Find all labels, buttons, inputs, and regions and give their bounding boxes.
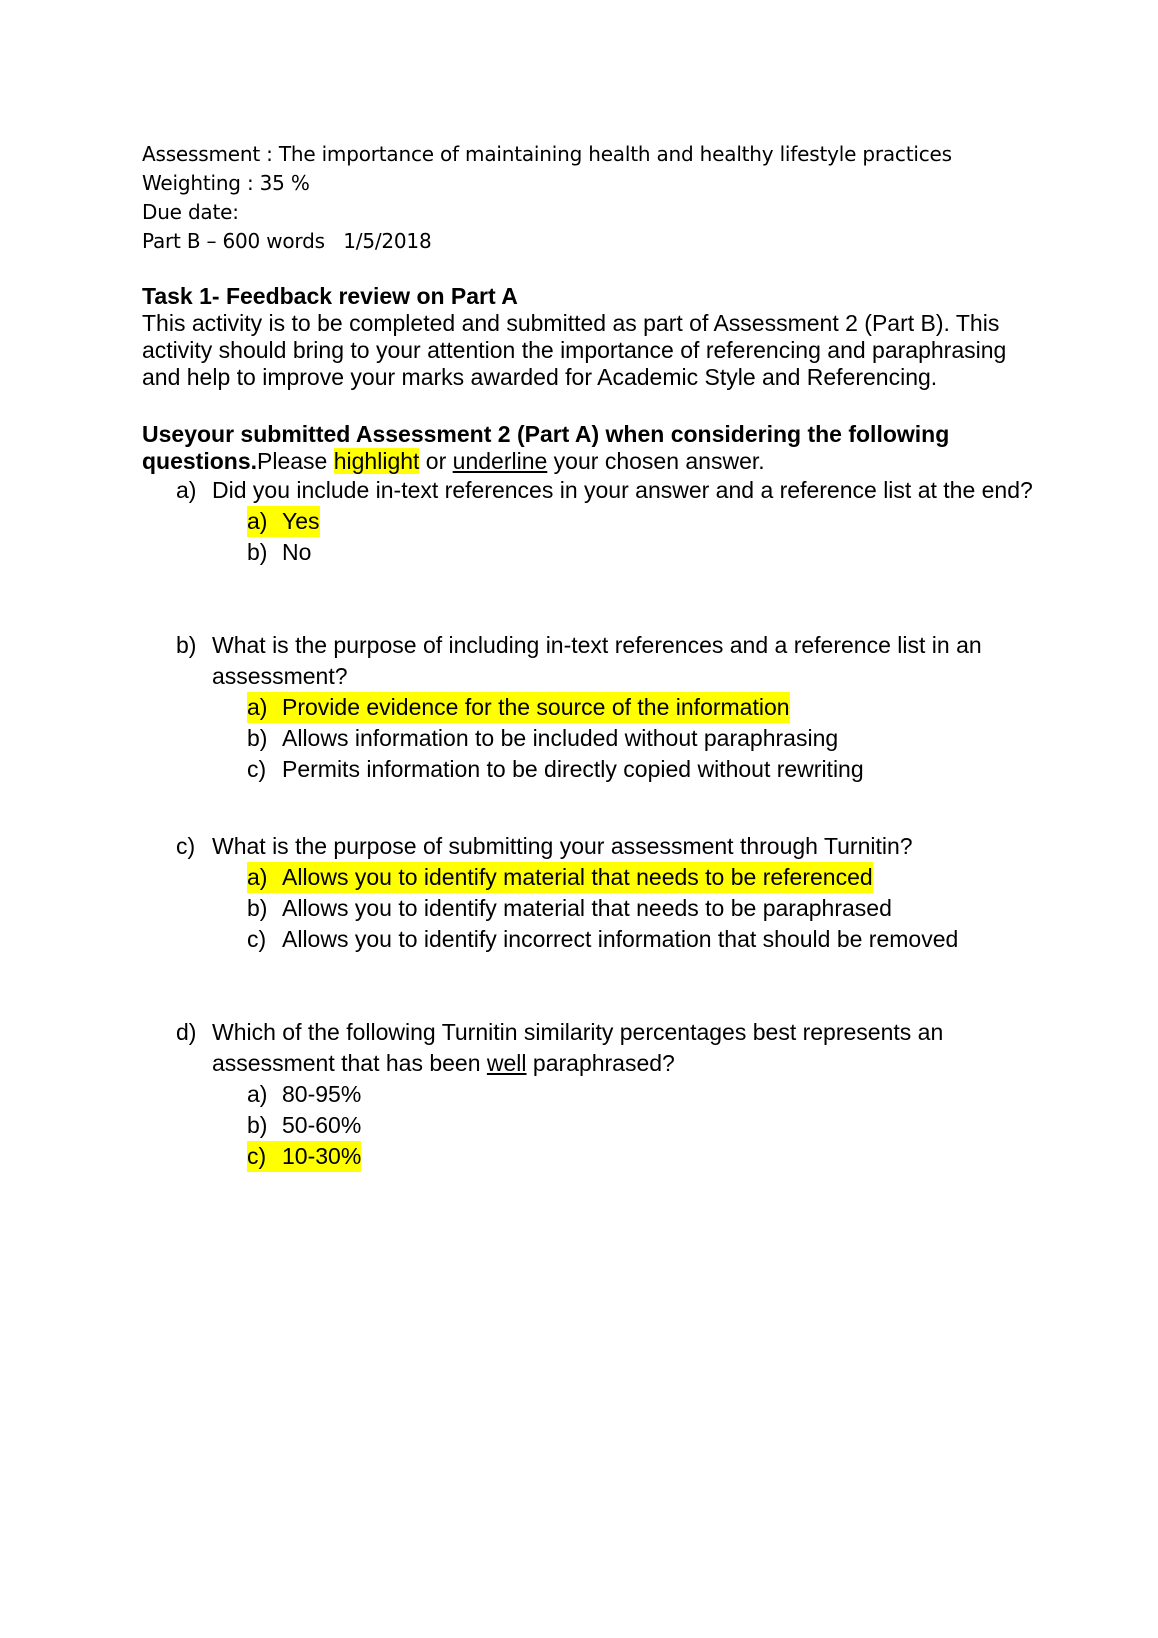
option-b[interactable] [247, 537, 1036, 568]
option-a[interactable] [247, 692, 1036, 723]
option-highlight [247, 1141, 361, 1172]
question-c [176, 831, 1036, 955]
instruction-paragraph [142, 421, 1042, 475]
option-text: Yes [282, 508, 320, 534]
question-b [176, 630, 1036, 785]
option-b[interactable] [247, 723, 1036, 754]
question-marker: a) [176, 477, 197, 503]
option-text: Allows you to identify material that needs to be referenced [282, 864, 873, 890]
option-list [247, 862, 1036, 955]
option-marker: b) [247, 725, 268, 751]
option-text: 80-95% [282, 1081, 362, 1107]
option-text: Allows you to identify material that needs to be paraphrased [282, 895, 892, 921]
part-b-info: Part B – 600 words 1/5/2018 [142, 229, 432, 253]
task-heading: Task 1- Feedback review on Part A [142, 283, 518, 309]
option-a[interactable] [247, 1079, 1036, 1110]
instruction-bold: Useyour submitted Assessment 2 (Part A) when considering the following questions. [142, 421, 950, 474]
option-text: 50-60% [282, 1112, 362, 1138]
question-text-end: paraphrased? [526, 1050, 675, 1076]
underlined-word: well [486, 1050, 527, 1076]
option-text: Provide evidence for the source of the information [282, 694, 790, 720]
assessment-title: Assessment : The importance of maintaining health and healthy lifestyle practices [142, 142, 952, 166]
question-text [212, 1017, 1036, 1079]
option-marker: b) [247, 539, 268, 565]
question-marker: c) [176, 833, 196, 859]
instruction-or: or [419, 448, 453, 474]
option-marker: c) [247, 756, 267, 782]
option-highlight [247, 862, 873, 893]
due-date: Due date: [142, 200, 239, 224]
option-text: Allows information to be included without paraphrasing [282, 725, 839, 751]
question-text-start: Which of the following Turnitin similarity percentages best represents an assessment that has been [212, 1019, 944, 1076]
question-marker: b) [176, 632, 197, 658]
option-marker: a) [247, 508, 268, 534]
option-marker: c) [247, 1143, 267, 1169]
option-marker: b) [247, 1112, 268, 1138]
option-marker: b) [247, 895, 268, 921]
question-text: What is the purpose of submitting your assessment through Turnitin? [212, 833, 913, 859]
option-a[interactable] [247, 506, 1036, 537]
option-list [247, 1079, 1036, 1172]
option-c[interactable] [247, 924, 1036, 955]
assessment-header [142, 140, 952, 256]
instruction-highlight-word: highlight [333, 448, 420, 474]
option-text: Allows you to identify incorrect information that should be removed [282, 926, 959, 952]
option-list [247, 692, 1036, 785]
option-text: 10-30% [282, 1143, 362, 1169]
option-highlight [247, 506, 320, 537]
option-c[interactable] [247, 1141, 1036, 1172]
instruction-rest: your chosen answer. [547, 448, 765, 474]
option-a[interactable] [247, 862, 1036, 893]
question-marker: d) [176, 1019, 197, 1045]
task-intro: This activity is to be completed and submitted as part of Assessment 2 (Part B). This activity should bring to your attention the importance of referencing and paraphrasing and help to improve your marks awarded for Academic Style and Referencing. [142, 310, 1007, 390]
question-a [176, 475, 1036, 568]
option-marker: c) [247, 926, 267, 952]
question-text: Did you include in-text references in your answer and a reference list at the end? [212, 477, 1033, 503]
option-marker: a) [247, 694, 268, 720]
instruction-please: Please [257, 448, 334, 474]
instruction-underline-word: underline [452, 448, 548, 474]
option-text: No [282, 539, 312, 565]
option-b[interactable] [247, 893, 1036, 924]
option-highlight [247, 692, 790, 723]
option-list [247, 506, 1036, 568]
question-text: What is the purpose of including in-text references and a reference list in an assessment? [212, 632, 982, 689]
option-marker: a) [247, 864, 268, 890]
option-b[interactable] [247, 1110, 1036, 1141]
question-d [176, 1017, 1036, 1172]
option-text: Permits information to be directly copied without rewriting [282, 756, 864, 782]
weighting: Weighting : 35 % [142, 171, 310, 195]
option-marker: a) [247, 1081, 268, 1107]
option-c[interactable] [247, 754, 1036, 785]
